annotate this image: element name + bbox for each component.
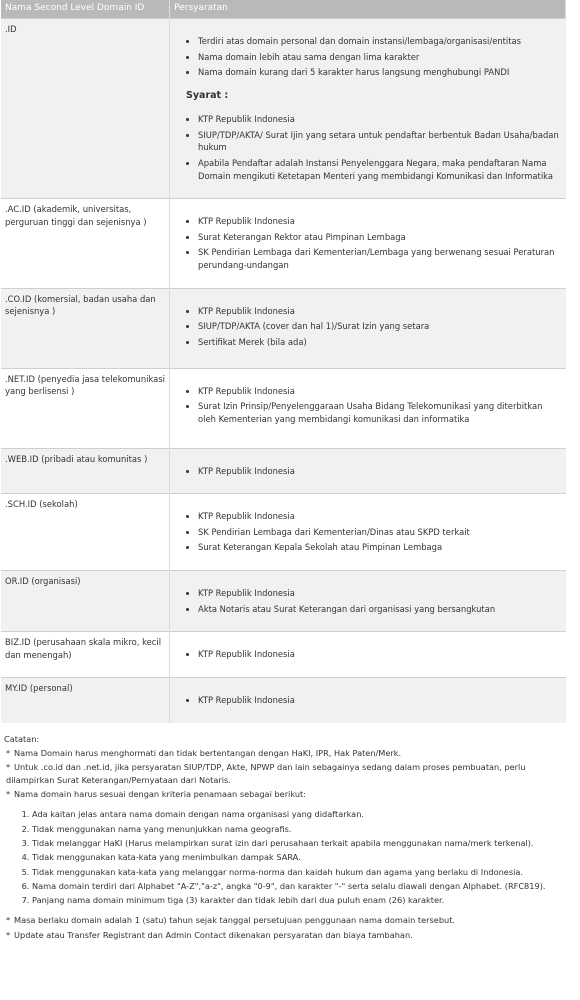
criteria-item: 4. Tidak menggunakan kata-kata yang menimbulkan dampak SARA. [32, 851, 576, 863]
table-row [1, 288, 566, 368]
domain-name-cell: MY.ID (personal) [1, 678, 170, 723]
list-item: • KTP Republik Indonesia [198, 587, 562, 600]
list-item: • Nama domain lebih atau sama dengan lima karakter [198, 51, 562, 64]
asterisk-mark: * [6, 748, 11, 759]
note-item [4, 788, 576, 800]
table-row [1, 494, 566, 571]
note-text: Nama Domain harus menghormati dan tidak bertentangan dengan HaKI, IPR, Hak Paten/Merk. [14, 748, 402, 759]
asterisk-mark: * [6, 762, 11, 773]
requirements-list [184, 510, 562, 554]
list-item: • Apabila Pendaftar adalah Instansi Penyelenggara Negara, maka pendaftaran Nama Domain mengikuti Ketetapan Menteri yang membidangi Komunikasi dan Informatika [198, 157, 562, 182]
requirements-cell [170, 288, 566, 368]
table-row [1, 632, 566, 678]
requirements-list [184, 648, 562, 661]
requirements-list [184, 465, 562, 478]
list-item: • Nama domain kurang dari 5 karakter harus langsung menghubungi PANDI [198, 66, 562, 79]
list-item: • KTP Republik Indonesia [198, 510, 562, 523]
header-domain-name: Nama Second Level Domain ID [1, 0, 170, 19]
requirements-list [184, 385, 562, 426]
domain-name-cell: .AC.ID (akademik, universitas, perguruan tinggi dan sejenisnya ) [1, 199, 170, 288]
domain-name-cell: .NET.ID (penyedia jasa telekomunikasi yang berlisensi ) [1, 368, 170, 448]
list-item: • SIUP/TDP/AKTA (cover dan hal 1)/Surat Izin yang setara [198, 320, 562, 333]
criteria-item: 2. Tidak menggunakan nama yang menunjukkan nama geografis. [32, 823, 576, 835]
asterisk-mark: * [6, 929, 11, 940]
header-requirements: Persyaratan [170, 0, 566, 19]
list-item: • Surat Keterangan Rektor atau Pimpinan Lembaga [198, 231, 562, 244]
domain-name-cell: OR.ID (organisasi) [1, 571, 170, 632]
table-row [1, 199, 566, 288]
requirements-cell [170, 494, 566, 571]
list-item: • KTP Republik Indonesia [198, 215, 562, 228]
criteria-item: 3. Tidak melanggar HaKI (Harus melampirkan surat izin dari perusahaan terkait apabila menggunakan nama/merk terkenal). [32, 837, 576, 849]
list-item: • KTP Republik Indonesia [198, 694, 562, 707]
list-item: • Sertifikat Merek (bila ada) [198, 336, 562, 349]
criteria-item: 1. Ada kaitan jelas antara nama domain dengan nama organisasi yang didaftarkan. [32, 808, 576, 820]
requirements-cell [170, 368, 566, 448]
table-row [1, 448, 566, 494]
domain-name-cell: .ID [1, 19, 170, 199]
note-item [4, 747, 576, 759]
note-text: Masa berlaku domain adalah 1 (satu) tahun sejak tanggal persetujuan penggunaan nama domain tersebut. [14, 915, 456, 926]
table-row [1, 678, 566, 723]
note-item [4, 761, 576, 786]
list-item: • SK Pendirian Lembaga dari Kementerian/Dinas atau SKPD terkait [198, 526, 562, 539]
domain-name-cell: .CO.ID (komersial, badan usaha dan sejenisnya ) [1, 288, 170, 368]
naming-criteria-list [4, 808, 576, 906]
list-item: • KTP Republik Indonesia [198, 385, 562, 398]
notes-section [0, 723, 580, 941]
requirements-cell [170, 678, 566, 723]
domain-name-cell: BIZ.ID (perusahaan skala mikro, kecil dan menengah) [1, 632, 170, 678]
criteria-item: 7. Panjang nama domain minimum tiga (3) karakter dan tidak lebih dari dua puluh enam (26) karakter. [32, 894, 576, 906]
list-item: • KTP Republik Indonesia [198, 465, 562, 478]
domain-requirements-table [1, 0, 566, 723]
requirements-list [184, 215, 562, 271]
list-item: • Surat Izin Prinsip/Penyelenggaraan Usaha Bidang Telekomunikasi yang diterbitkan oleh Kementerian yang membidangi komunikasi dan informatika [198, 400, 562, 425]
note-item [4, 929, 576, 941]
requirements-list [184, 35, 562, 79]
table-header-row [1, 0, 566, 19]
requirements-list [184, 305, 562, 349]
requirements-cell [170, 571, 566, 632]
criteria-item: 5. Tidak menggunakan kata-kata yang melanggar norma-norma dan kaidah hukum dan agama yang berlaku di Indonesia. [32, 866, 576, 878]
table-row [1, 571, 566, 632]
requirements-list [184, 694, 562, 707]
requirements-cell [170, 448, 566, 494]
note-item [4, 914, 576, 926]
requirements-cell [170, 19, 566, 199]
requirements-cell [170, 632, 566, 678]
requirements-list [184, 113, 562, 182]
requirements-list [184, 587, 562, 615]
table-row [1, 368, 566, 448]
syarat-heading: Syarat : [186, 89, 229, 101]
note-text: Untuk .co.id dan .net.id, jika persyaratan SIUP/TDP, Akte, NPWP dan lain sebagainya sedang dalam proses pembuatan, perlu dilampirkan Surat Keterangan/Pernyataan dari Notaris. [6, 762, 526, 785]
list-item: • KTP Republik Indonesia [198, 305, 562, 318]
list-item: • Terdiri atas domain personal dan domain instansi/lembaga/organisasi/entitas [198, 35, 562, 48]
list-item: • Akta Notaris atau Surat Keterangan dari organisasi yang bersangkutan [198, 603, 562, 616]
notes-title: Catatan: [4, 733, 40, 744]
note-text: Update atau Transfer Registrant dan Admin Contact dikenakan persyaratan dan biaya tambahan. [14, 929, 413, 940]
criteria-item: 6. Nama domain terdiri dari Alphabet "A-Z","a-z", angka "0-9", dan karakter "-" serta selalu diawali dengan Alphabet. (RFC819). [32, 880, 576, 892]
domain-name-cell: .SCH.ID (sekolah) [1, 494, 170, 571]
note-text: Nama domain harus sesuai dengan kriteria penamaan sebagai berikut: [14, 789, 306, 800]
requirements-cell [170, 199, 566, 288]
domain-name-cell: .WEB.ID (pribadi atau komunitas ) [1, 448, 170, 494]
list-item: • KTP Republik Indonesia [198, 648, 562, 661]
asterisk-mark: * [6, 789, 11, 800]
list-item: • SIUP/TDP/AKTA/ Surat Ijin yang setara untuk pendaftar berbentuk Badan Usaha/badan hukum [198, 129, 562, 154]
asterisk-mark: * [6, 915, 11, 926]
list-item: • SK Pendirian Lembaga dari Kementerian/Lembaga yang berwenang sesuai Peraturan perundang-undangan [198, 246, 562, 271]
list-item: • KTP Republik Indonesia [198, 113, 562, 126]
table-row [1, 19, 566, 199]
list-item: • Surat Keterangan Kepala Sekolah atau Pimpinan Lembaga [198, 541, 562, 554]
